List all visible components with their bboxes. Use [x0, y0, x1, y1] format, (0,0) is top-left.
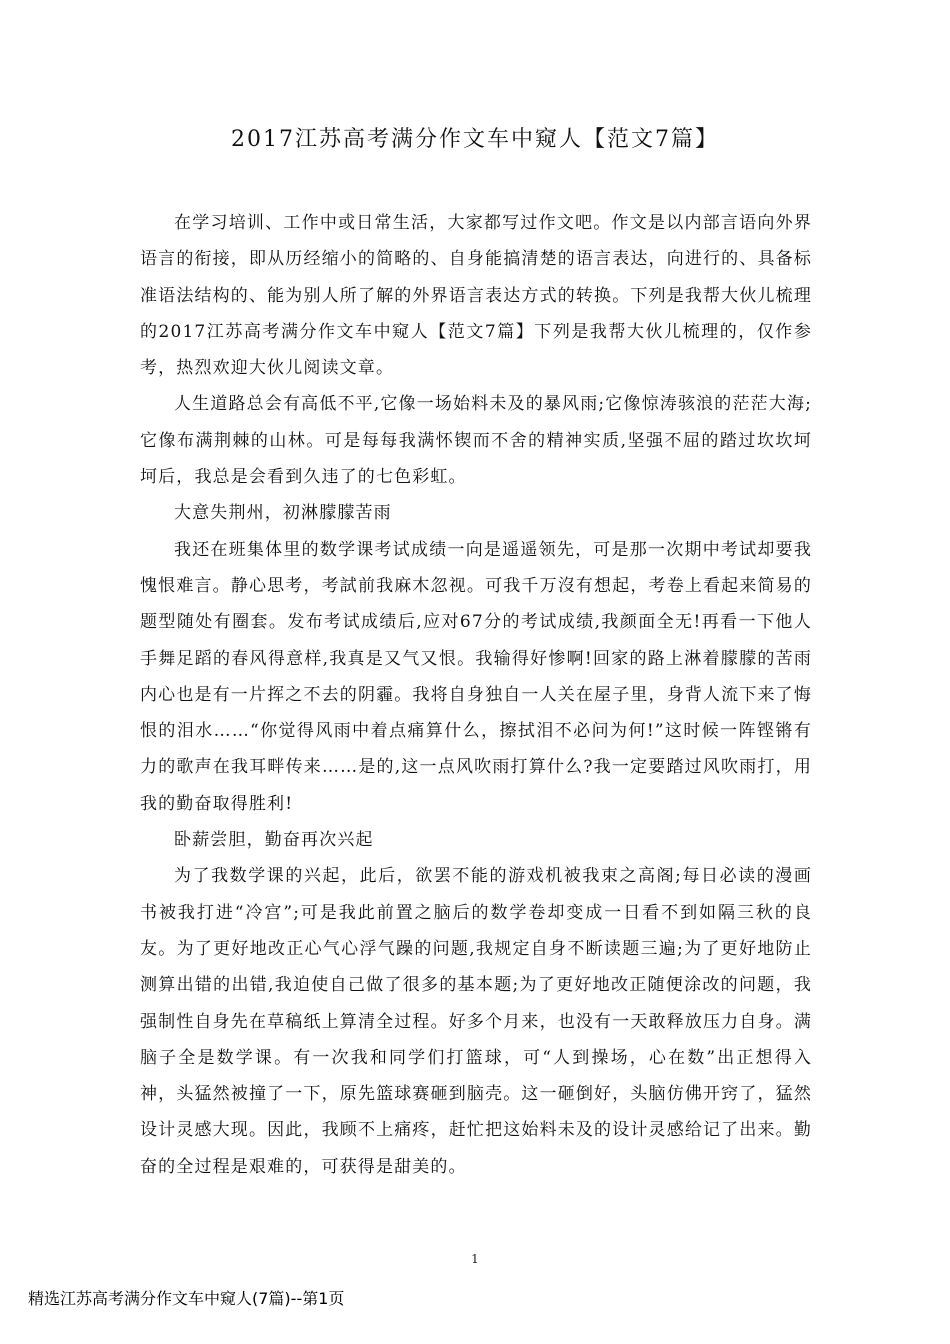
section-heading-1: 大意失荆州，初淋朦朦苦雨 — [174, 503, 392, 524]
paragraph-exam-failure: 我还在班集体里的数学课考试成绩一向是遥遥领先，可是那一次期中考试却要我愧恨难言。静心思考，考試前我麻木忽视。可我千万沒有想起，考卷上看起来简易的题型随处有圈套。发布考试成绩后,应对67分的考试成绩,我颜面全无!再看一下他人手舞足蹈的春风得意样,我真是又气又恨。我输得好惨啊!回家的路上淋着朦朦的苦雨内心也是有一片挥之不去的阴霾。我将自身独自一人关在屋子里，身背人流下来了悔恨的泪水……“你觉得风雨中着点痛算什么，擦拭泪不必问为何!”这时候一阵铿锵有力的歌声在我耳畔传来……是的,这一点风吹雨打算什么?我一定要踏过风吹雨打，用我的勤奋取得胜利! — [140, 539, 812, 814]
paragraph-hard-work: 为了我数学课的兴起，此后，欲罢不能的游戏机被我束之高阁;每日必读的漫画书被我打进“冷宫”;可是我此前置之脑后的数学卷却变成一日看不到如隔三秋的良友。为了更好地改正心气心浮气躁的问题,我规定自身不断读题三遍;为了更好地防止测算出错的出错,我迫使自己做了很多的基本题;为了更好地改正随便涂改的问题，我强制性自身先在草稿纸上算清全过程。好多个月来，也没有一天敢释放压力自身。满脑子全是数学课。有一次我和同学们打篮球，可“人到操场，心在数”出正想得入神，头猛然被撞了一下，原先篮球赛砸到脑壳。这一砸倒好，头脑仿佛开窍了，猛然设计灵感大现。因此，我顾不上痛疼，赶忙把这始料未及的设计灵感给记了出来。勤奋的全过程是艰难的，可获得是甜美的。 — [140, 866, 812, 1177]
page-number: 1 — [471, 1252, 479, 1266]
paragraph-intro: 在学习培训、工作中或日常生活，大家都写过作文吧。作文是以内部言语向外界语言的衔接，即从历经缩小的简略的、自身能搞清楚的语言表达，向进行的、具备标准语法结构的、能为别人所了解的外界语言表达方式的转换。下列是我帮大伙儿梳理的2017江苏高考满分作文车中窥人【范文7篇】下列是我帮大伙儿梳理的，仅作参考，热烈欢迎大伙儿阅读文章。 — [140, 213, 812, 379]
footer-caption: 精选江苏高考满分作文车中窥人(7篇)--第1页 — [28, 1289, 345, 1308]
paragraph-life-road: 人生道路总会有高低不平,它像一场始料未及的暴风雨;它像惊涛骇浪的茫茫大海;它像布满荆棘的山林。可是每每我满怀锲而不舍的精神实质,坚强不屈的踏过坎坎坷坷后，我总是会看到久违了的七色彩虹。 — [140, 394, 812, 488]
section-heading-2: 卧薪尝胆，勤奋再次兴起 — [174, 830, 374, 851]
document-body — [140, 205, 812, 1185]
document-title: 2017江苏高考满分作文车中窥人【范文7篇】 — [231, 127, 719, 152]
